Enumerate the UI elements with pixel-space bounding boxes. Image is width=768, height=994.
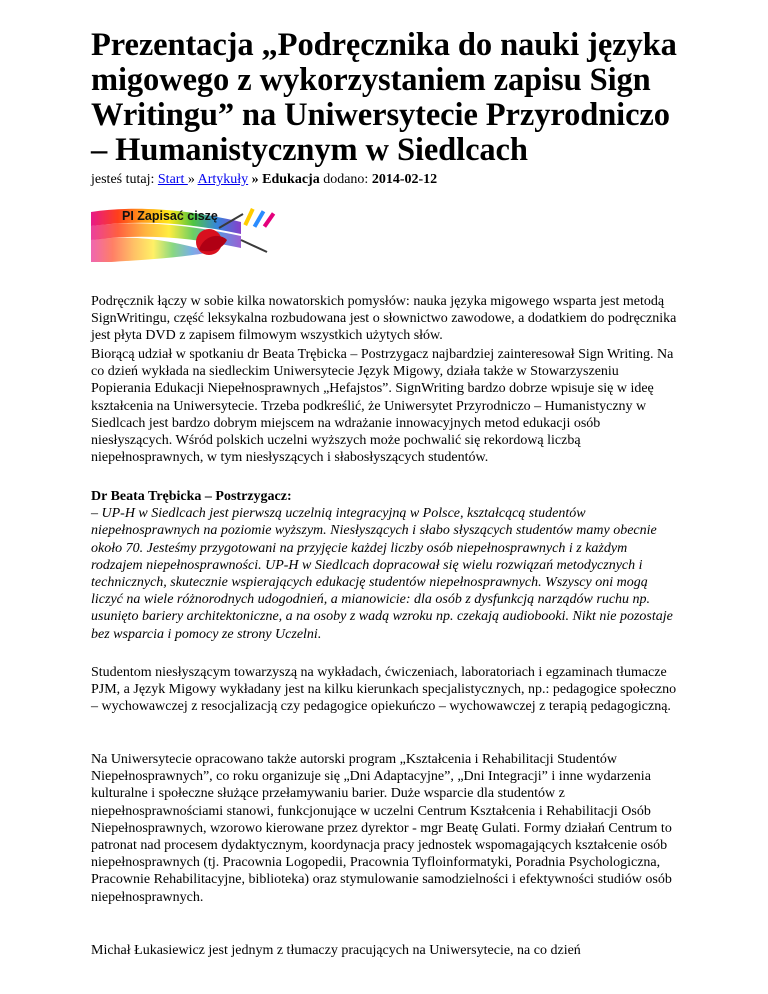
banner-text: PI Zapisać ciszę (122, 209, 218, 223)
paragraph: Biorącą udział w spotkaniu dr Beata Trębicka – Postrzygacz najbardziej zainteresował Sign Writing. Na co dzień wykłada na siedleckim Uniwersytecie Język Migowy, działa także w Stowarzyszeniu Popierania Edukacji Niepełnosprawnych „Hefajstos”. SignWriting bardzo dobrze wpisuje się w ideę kształcenia na Uniwersytecie. Trzeba podkreślić, że Uniwersytet Przyrodniczo – Humanistyczny w Siedlcach jest bardzo dobrym miejscem na wdrażanie innowacyjnych metod edukacji osób niesłyszących. Wśród polskich uczelni wyższych może pochwalić się rekordową liczbą niepełnosprawnych, w tym niesłyszących i słabosłyszących studentów. (91, 347, 674, 466)
breadcrumb (91, 171, 437, 189)
added-label: dodano: (319, 172, 372, 187)
paragraph: Na Uniwersytecie opracowano także autorski program „Kształcenia i Rehabilitacji Studentów Niepełnosprawnych”, co roku organizuje się „Dni Adaptacyjne”, „Dni Integracji” i inne wydarzenia kulturalne i społeczne służące przełamywaniu barier. Duże wsparcie dla studentów z niepełnosprawnościami stanowi, funkcjonujące w uczelni Centrum Kształcenia i Rehabilitacji Osób Niepełnosprawnych, wzorowo kierowane przez dyrektor - mgr Beatę Gulati. Formy działań Centrum to patronat nad procesem dydaktycznym, koordynacja pracy jednostek wspomagających kształcenie osób niepełnosprawnych (tj. Pracownia Logopedii, Pracownia Tyfloinformatyki, Poradnia Psychologiczna, Pracownie Rehabilitacyjne, biblioteka) oraz stymulowanie samodzielności i efektywności studiów osób niepełnosprawnych. (91, 752, 672, 905)
article-date: 2014-02-12 (371, 172, 438, 187)
breadcrumb-prefix: jesteś tutaj: (91, 172, 158, 187)
banner-image (91, 200, 283, 266)
paragraph: Podręcznik łączy w sobie kilka nowatorskich pomysłów: nauka języka migowego wsparta jest metodą SignWritingu, część leksykalna rozbudowana jest o słownictwo zawodowe, a dodatkiem do podręcznika jest płyta DVD z zapisem filmowym wszystkich użytych słów. (91, 294, 677, 344)
quote-text: – UP-H w Siedlcach jest pierwszą uczelnią integracyjną w Polsce, kształcącą studentów niepełnosprawnych na poziomie wyższym. Niesłyszących i słabo słyszących studentów mamy obecnie około 70. Jesteśmy przygotowani na przyjęcie każdej liczby osób niepełnosprawnych i z każdym rodzajem niepełnosprawności. UP-H w Siedlcach dopracował się wielu rozwiązań metodycznych i technicznych, skutecznie wspierających edukację studentów niepełnosprawnych. Wszyscy oni mogą liczyć na wiele różnorodnych udogodnień, a mianowicie: dla osób z dysfunkcją narządów ruchu np. usunięto bariery architektoniczne, a na osoby z wadą wzroku np. czekają audiobooki. Nikt nie pozostaje bez wsparcia i pomocy ze strony Uczelni. (91, 506, 673, 642)
breadcrumb-link-artykuly[interactable]: Artykuły (197, 172, 249, 187)
paragraph: Studentom niesłyszącym towarzyszą na wykładach, ćwiczeniach, laboratoriach i egzaminach tłumacze PJM, a Język Migowy wykładany jest na kilku kierunkach specjalistycznych, np.: pedagogice społeczno – wychowawczej z resocjalizacją czy pedagogice opiekuńczo – wychowawczej z terapią pedagogiczną. (91, 665, 677, 715)
breadcrumb-current: Edukacja (262, 172, 320, 187)
article-title: Prezentacja „Podręcznika do nauki języka migowego z wykorzystaniem zapisu Sign Writingu” na Uniwersytecie Przyrodniczo – Humanistycznym w Siedlcach (91, 27, 677, 168)
breadcrumb-link-start[interactable]: Start (157, 172, 188, 187)
breadcrumb-separator: » (187, 172, 198, 187)
quote-author: Dr Beata Trębicka – Postrzygacz: (91, 489, 292, 504)
breadcrumb-separator: » (248, 172, 263, 187)
quote-block (91, 488, 679, 643)
paragraph: Michał Łukasiewicz jest jednym z tłumaczy pracujących na Uniwersytecie, na co dzień (91, 943, 581, 958)
